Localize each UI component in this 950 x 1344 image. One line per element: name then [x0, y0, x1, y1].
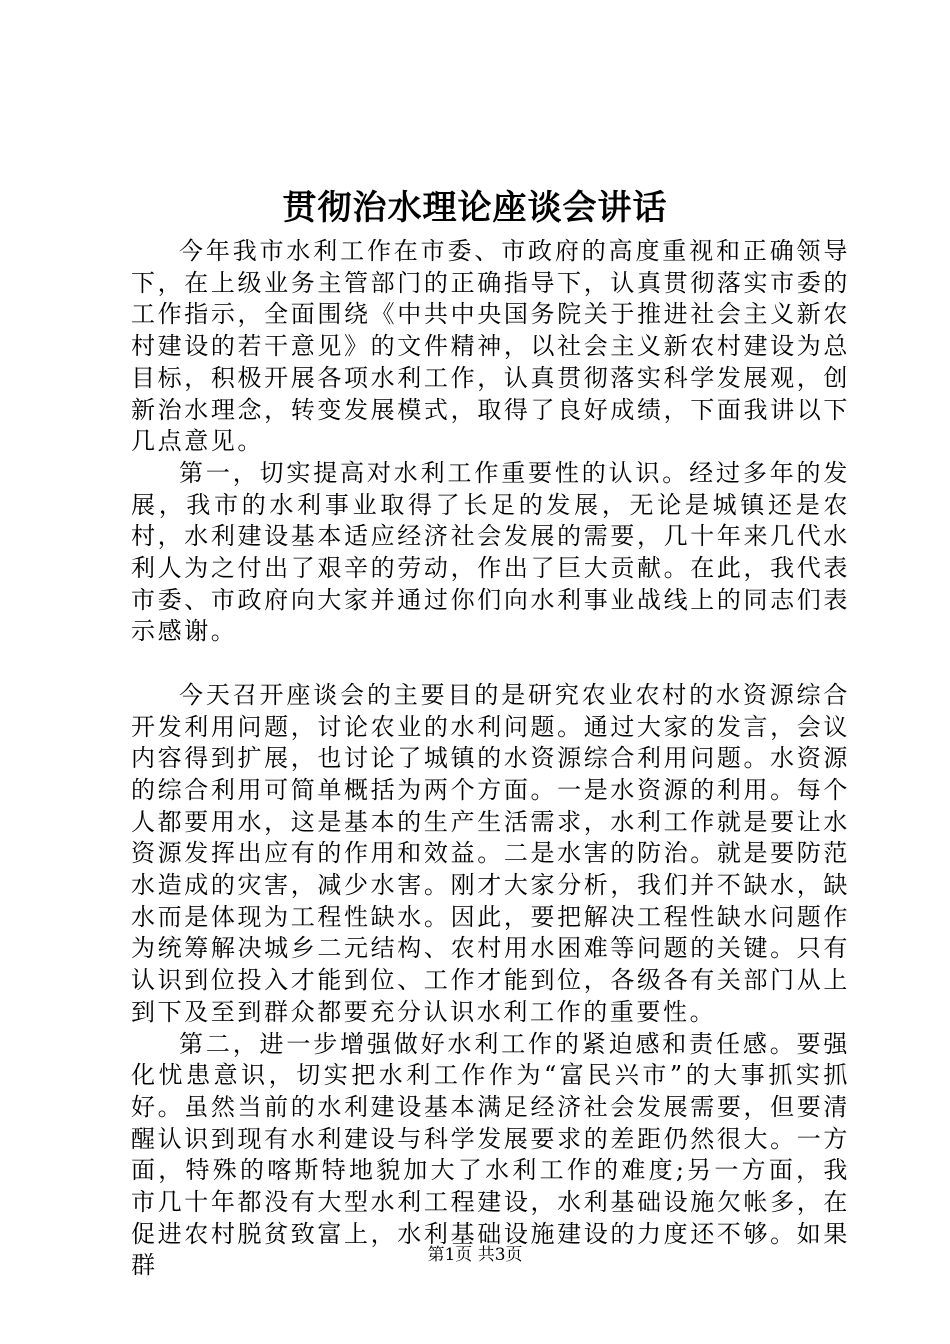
paragraph-gap — [131, 648, 850, 680]
paragraph-point-one: 第一，切实提高对水利工作重要性的认识。经过多年的发展，我市的水利事业取得了长足的发展，无论是城镇还是农村，水利建设基本适应经济社会发展的需要，几十年来几代水利人为之付出了艰辛的劳动，作出了巨大贡献。在此，我代表市委、市政府向大家并通过你们向水利事业战线上的同志们表示感谢。 — [131, 458, 850, 646]
paragraph-point-two: 第二，进一步增强做好水利工作的紧迫感和责任感。要强化忧患意识，切实把水利工作作为“富民兴市”的大事抓实抓好。虽然当前的水利建设基本满足经济社会发展需要，但要清醒认识到现有水利建设与科学发展要求的差距仍然很大。一方面，特殊的喀斯特地貌加大了水利工作的难度;另一方面，我市几十年都没有大型水利工程建设，水利基础设施欠帐多，在促进农村脱贫致富上，水利基础设施建设的力度还不够。如果群 — [131, 1029, 850, 1280]
paragraph-meeting-purpose: 今天召开座谈会的主要目的是研究农业农村的水资源综合开发利用问题，讨论农业的水利问题。通过大家的发言，会议内容得到扩展，也讨论了城镇的水资源综合利用问题。水资源的综合利用可简单概括为两个方面。一是水资源的利用。每个人都要用水，这是基本的生产生活需求，水利工作就是要让水资源发挥出应有的作用和效益。二是水害的防治。就是要防范水造成的灾害，减少水害。刚才大家分析，我们并不缺水，缺水而是体现为工程性缺水。因此，要把解决工程性缺水问题作为统筹解决城乡二元结构、农村用水困难等问题的关键。只有认识到位投入才能到位、工作才能到位，各级各有关部门从上到下及至到群众都要充分认识水利工作的重要性。 — [131, 680, 850, 1026]
page-footer: 第1页 共3页 — [427, 1245, 523, 1265]
paragraph-intro: 今年我市水利工作在市委、市政府的高度重视和正确领导下，在上级业务主管部门的正确指导下，认真贯彻落实市委的工作指示，全面围绕《中共中央国务院关于推进社会主义新农村建设的若干意见》的文件精神，以社会主义新农村建设为总目标，积极开展各项水利工作，认真贯彻落实科学发展观，创新治水理念，转变发展模式，取得了良好成绩，下面我讲以下几点意见。 — [131, 237, 850, 456]
document-body — [131, 236, 850, 1282]
document-title: 贯彻治水理论座谈会讲话 — [282, 188, 668, 228]
